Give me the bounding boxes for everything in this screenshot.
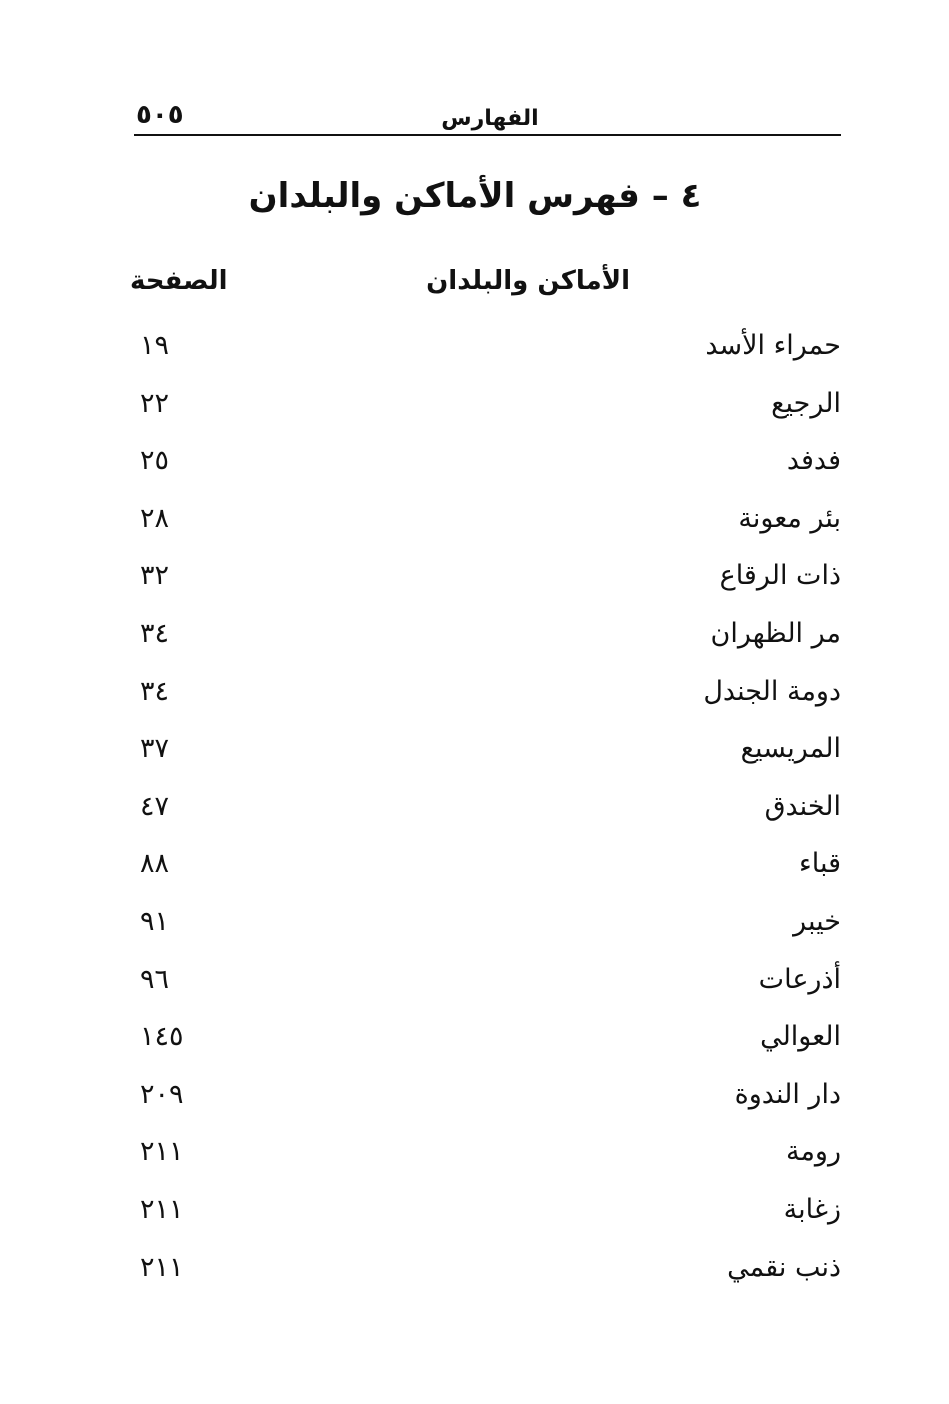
index-row [134,1071,841,1129]
place-name: زغابة [783,1193,841,1225]
page-number: ٢٥ [140,445,170,477]
place-name: العوالي [760,1021,841,1053]
place-name: ذنب نقمي [727,1251,841,1283]
index-row [134,1013,841,1071]
page-number: ٣٤ [140,675,170,707]
page-number: ٨٨ [140,848,170,880]
page-number: ٢١١ [140,1193,184,1225]
section-title: ٤ – فهرس الأماكن والبلدان [248,176,702,216]
place-name: مر الظهران [710,617,841,649]
index-row [134,380,841,438]
place-name: رومة [785,1136,841,1168]
page-number: ٢١١ [140,1136,184,1168]
page-number: ٢٢ [140,387,170,419]
place-name: دار الندوة [734,1078,841,1110]
index-row [134,668,841,726]
place-name: حمراء الأسد [705,330,841,361]
page-number: ١٩ [140,330,170,361]
index-list [134,322,841,1301]
index-row [134,610,841,668]
page-number: ٢٨ [140,502,170,534]
column-header-page: الصفحة [130,266,228,296]
page-number: ٣٢ [140,560,170,592]
index-row [134,725,841,783]
index-row [134,1186,841,1244]
index-row [134,1244,841,1302]
index-row [134,840,841,898]
page-number: ٢٠٩ [140,1078,184,1110]
page-number: ١٤٥ [140,1021,184,1053]
place-name: المريسيع [740,733,841,765]
index-row [134,956,841,1014]
index-row [134,552,841,610]
index-row [134,495,841,553]
page-number: ٤٧ [140,790,170,822]
place-name: دومة الجندل [703,675,841,707]
index-row [134,783,841,841]
index-row [134,437,841,495]
place-name: ذات الرقاع [719,560,841,592]
index-row [134,898,841,956]
index-row [134,1128,841,1186]
index-row [134,322,841,380]
place-name: الخندق [764,790,841,822]
place-name: الرجيع [771,387,841,419]
page-number: ٣٧ [140,733,170,765]
page-number: ٢١١ [140,1251,184,1283]
running-header-title: الفهارس [441,106,539,131]
page-number: ٩١ [140,905,170,937]
place-name: فدفد [786,445,841,477]
running-header-page-number: ٥٠٥ [136,100,184,130]
place-name: بئر معونة [738,502,841,534]
header-rule [134,134,841,136]
column-header-places: الأماكن والبلدان [426,266,630,296]
place-name: خيبر [793,905,841,937]
place-name: قباء [799,848,841,880]
place-name: أذرعات [758,963,841,995]
page-number: ٣٤ [140,617,170,649]
page-number: ٩٦ [140,963,170,995]
